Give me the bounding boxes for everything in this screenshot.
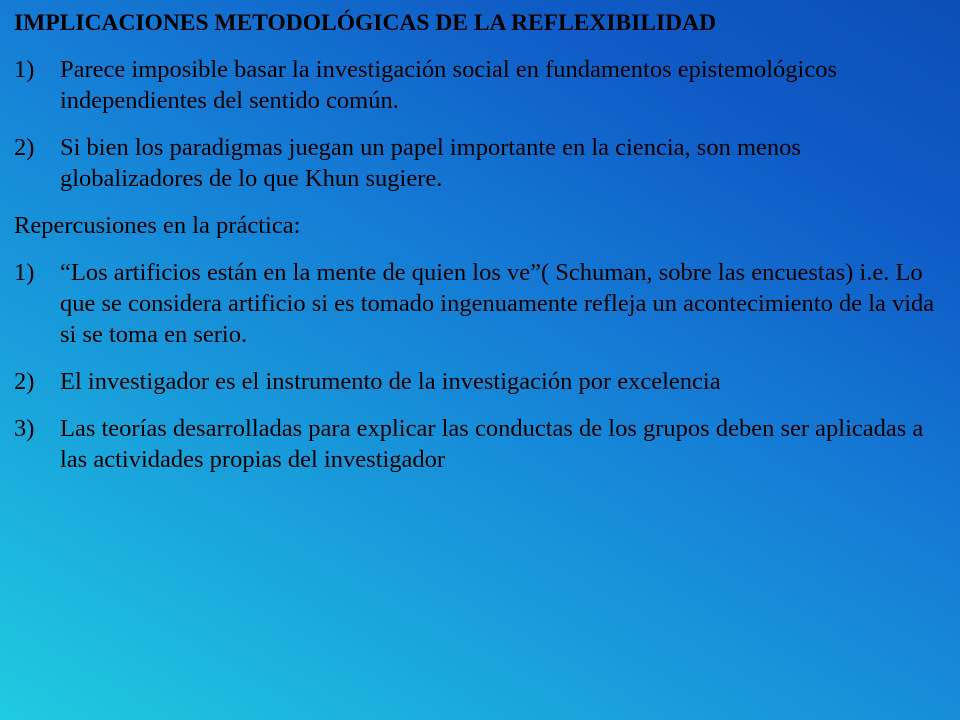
list-item — [14, 257, 944, 350]
list-item-text: Las teorías desarrolladas para explicar las conductas de los grupos deben ser aplicadas a las actividades propias del investigador — [60, 415, 924, 473]
list-item — [14, 132, 944, 194]
list-item-number: 2) — [14, 368, 35, 395]
list-item-text: “Los artificios están en la mente de quien los ve”( Schuman, sobre las encuestas) i.e. Lo que se considera artificio si es tomado ingenuamente refleja un acontecimiento de la vida si se toma en serio. — [60, 259, 935, 348]
list-item — [14, 54, 944, 116]
list-item-text: Parece imposible basar la investigación social en fundamentos epistemológicos independientes del sentido común. — [60, 56, 837, 114]
slide-content — [14, 8, 944, 491]
list-item-number: 1) — [14, 56, 35, 83]
list-item-number: 3) — [14, 415, 35, 442]
list-item-number: 1) — [14, 259, 35, 286]
section-subheading: Repercusiones en la práctica: — [14, 212, 301, 239]
list-item-text: El investigador es el instrumento de la investigación por excelencia — [60, 368, 721, 395]
slide-title: IMPLICACIONES METODOLÓGICAS DE LA REFLEXIBILIDAD — [14, 10, 717, 36]
list-item-text: Si bien los paradigmas juegan un papel importante en la ciencia, son menos globalizadores de lo que Khun sugiere. — [60, 134, 801, 192]
list-item — [14, 413, 944, 475]
list-item-number: 2) — [14, 134, 35, 161]
list-item — [14, 366, 944, 397]
